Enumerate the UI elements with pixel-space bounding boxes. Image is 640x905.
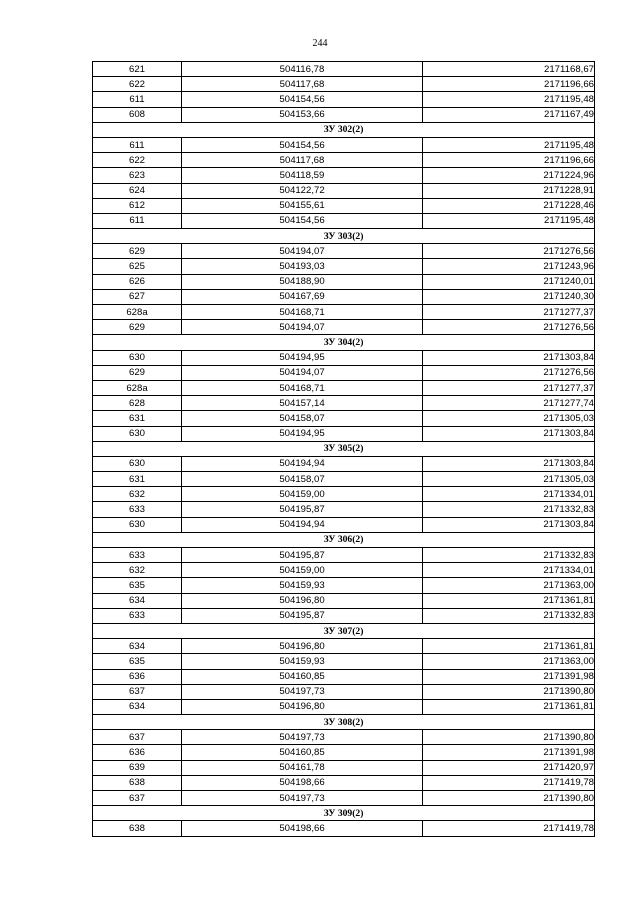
point-number-cell: 631	[93, 411, 182, 426]
y-coordinate-cell: 2171305,03	[423, 411, 595, 426]
point-number-cell: 633	[93, 548, 182, 563]
table-row	[93, 654, 595, 669]
point-number-cell: 622	[93, 153, 182, 168]
y-coordinate-cell: 2171196,66	[423, 153, 595, 168]
table-row	[93, 699, 595, 714]
x-coordinate-cell: 504194,94	[182, 456, 423, 471]
section-title: ЗУ 306(2)	[93, 532, 595, 547]
y-coordinate-cell: 2171332,83	[423, 548, 595, 563]
point-number-cell: 637	[93, 684, 182, 699]
point-number-cell: 638	[93, 775, 182, 790]
point-number-cell: 629	[93, 365, 182, 380]
point-number-cell: 630	[93, 426, 182, 441]
y-coordinate-cell: 2171224,96	[423, 168, 595, 183]
point-number-cell: 630	[93, 517, 182, 532]
x-coordinate-cell: 504158,07	[182, 411, 423, 426]
point-number-cell: 632	[93, 563, 182, 578]
section-header-row	[93, 229, 595, 244]
y-coordinate-cell: 2171228,46	[423, 198, 595, 213]
table-row	[93, 274, 595, 289]
point-number-cell: 635	[93, 654, 182, 669]
y-coordinate-cell: 2171276,56	[423, 365, 595, 380]
x-coordinate-cell: 504197,73	[182, 791, 423, 806]
table-row	[93, 426, 595, 441]
table-row	[93, 259, 595, 274]
y-coordinate-cell: 2171391,98	[423, 745, 595, 760]
x-coordinate-cell: 504196,80	[182, 639, 423, 654]
table-row	[93, 380, 595, 395]
point-number-cell: 630	[93, 350, 182, 365]
x-coordinate-cell: 504196,80	[182, 593, 423, 608]
y-coordinate-cell: 2171419,78	[423, 821, 595, 836]
table-row	[93, 107, 595, 122]
x-coordinate-cell: 504194,95	[182, 350, 423, 365]
table-row	[93, 92, 595, 107]
coordinates-table	[92, 61, 595, 837]
table-row	[93, 639, 595, 654]
y-coordinate-cell: 2171334,01	[423, 487, 595, 502]
y-coordinate-cell: 2171167,49	[423, 107, 595, 122]
x-coordinate-cell: 504155,61	[182, 198, 423, 213]
x-coordinate-cell: 504194,95	[182, 426, 423, 441]
point-number-cell: 631	[93, 472, 182, 487]
table-row	[93, 396, 595, 411]
point-number-cell: 629	[93, 320, 182, 335]
table-row	[93, 684, 595, 699]
x-coordinate-cell: 504197,73	[182, 730, 423, 745]
point-number-cell: 626	[93, 274, 182, 289]
x-coordinate-cell: 504197,73	[182, 684, 423, 699]
table-row	[93, 183, 595, 198]
y-coordinate-cell: 2171419,78	[423, 775, 595, 790]
table-row	[93, 350, 595, 365]
x-coordinate-cell: 504159,00	[182, 563, 423, 578]
section-title: ЗУ 302(2)	[93, 122, 595, 137]
y-coordinate-cell: 2171195,48	[423, 213, 595, 228]
point-number-cell: 634	[93, 593, 182, 608]
table-row	[93, 365, 595, 380]
y-coordinate-cell: 2171277,37	[423, 305, 595, 320]
point-number-cell: 638	[93, 821, 182, 836]
point-number-cell: 628	[93, 396, 182, 411]
point-number-cell: 624	[93, 183, 182, 198]
y-coordinate-cell: 2171390,80	[423, 684, 595, 699]
x-coordinate-cell: 504194,07	[182, 244, 423, 259]
x-coordinate-cell: 504122,72	[182, 183, 423, 198]
point-number-cell: 633	[93, 608, 182, 623]
point-number-cell: 636	[93, 669, 182, 684]
y-coordinate-cell: 2171332,83	[423, 608, 595, 623]
x-coordinate-cell: 504159,00	[182, 487, 423, 502]
y-coordinate-cell: 2171240,01	[423, 274, 595, 289]
y-coordinate-cell: 2171363,00	[423, 578, 595, 593]
section-header-row	[93, 623, 595, 638]
table-row	[93, 62, 595, 77]
y-coordinate-cell: 2171332,83	[423, 502, 595, 517]
point-number-cell: 628а	[93, 305, 182, 320]
x-coordinate-cell: 504188,90	[182, 274, 423, 289]
x-coordinate-cell: 504194,07	[182, 365, 423, 380]
x-coordinate-cell: 504159,93	[182, 654, 423, 669]
section-header-row	[93, 806, 595, 821]
table-row	[93, 153, 595, 168]
point-number-cell: 611	[93, 92, 182, 107]
x-coordinate-cell: 504161,78	[182, 760, 423, 775]
point-number-cell: 635	[93, 578, 182, 593]
y-coordinate-cell: 2171276,56	[423, 244, 595, 259]
table-row	[93, 775, 595, 790]
y-coordinate-cell: 2171303,84	[423, 456, 595, 471]
x-coordinate-cell: 504167,69	[182, 289, 423, 304]
table-row	[93, 77, 595, 92]
point-number-cell: 628а	[93, 380, 182, 395]
section-header-row	[93, 715, 595, 730]
y-coordinate-cell: 2171303,84	[423, 426, 595, 441]
table-row	[93, 305, 595, 320]
y-coordinate-cell: 2171196,66	[423, 77, 595, 92]
y-coordinate-cell: 2171276,56	[423, 320, 595, 335]
x-coordinate-cell: 504153,66	[182, 107, 423, 122]
x-coordinate-cell: 504159,93	[182, 578, 423, 593]
point-number-cell: 639	[93, 760, 182, 775]
point-number-cell: 637	[93, 791, 182, 806]
section-header-row	[93, 122, 595, 137]
point-number-cell: 634	[93, 699, 182, 714]
y-coordinate-cell: 2171195,48	[423, 92, 595, 107]
table-row	[93, 198, 595, 213]
table-row	[93, 502, 595, 517]
point-number-cell: 632	[93, 487, 182, 502]
table-row	[93, 137, 595, 152]
point-number-cell: 636	[93, 745, 182, 760]
x-coordinate-cell: 504193,03	[182, 259, 423, 274]
x-coordinate-cell: 504154,56	[182, 137, 423, 152]
x-coordinate-cell: 504117,68	[182, 77, 423, 92]
table-row	[93, 821, 595, 836]
y-coordinate-cell: 2171361,81	[423, 639, 595, 654]
table-row	[93, 593, 595, 608]
section-title: ЗУ 303(2)	[93, 229, 595, 244]
section-title: ЗУ 305(2)	[93, 441, 595, 456]
point-number-cell: 637	[93, 730, 182, 745]
table-row	[93, 791, 595, 806]
y-coordinate-cell: 2171303,84	[423, 517, 595, 532]
table-row	[93, 168, 595, 183]
y-coordinate-cell: 2171303,84	[423, 350, 595, 365]
y-coordinate-cell: 2171243,96	[423, 259, 595, 274]
x-coordinate-cell: 504198,66	[182, 821, 423, 836]
point-number-cell: 612	[93, 198, 182, 213]
x-coordinate-cell: 504118,59	[182, 168, 423, 183]
x-coordinate-cell: 504154,56	[182, 213, 423, 228]
table-row	[93, 411, 595, 426]
table-row	[93, 669, 595, 684]
point-number-cell: 611	[93, 137, 182, 152]
table-row	[93, 563, 595, 578]
y-coordinate-cell: 2171363,00	[423, 654, 595, 669]
table-row	[93, 456, 595, 471]
table-row	[93, 472, 595, 487]
table-row	[93, 760, 595, 775]
x-coordinate-cell: 504198,66	[182, 775, 423, 790]
x-coordinate-cell: 504194,07	[182, 320, 423, 335]
point-number-cell: 611	[93, 213, 182, 228]
y-coordinate-cell: 2171240,30	[423, 289, 595, 304]
point-number-cell: 622	[93, 77, 182, 92]
section-header-row	[93, 532, 595, 547]
y-coordinate-cell: 2171277,74	[423, 396, 595, 411]
table-row	[93, 213, 595, 228]
x-coordinate-cell: 504117,68	[182, 153, 423, 168]
y-coordinate-cell: 2171277,37	[423, 380, 595, 395]
y-coordinate-cell: 2171391,98	[423, 669, 595, 684]
y-coordinate-cell: 2171420,97	[423, 760, 595, 775]
table-row	[93, 320, 595, 335]
section-title: ЗУ 304(2)	[93, 335, 595, 350]
x-coordinate-cell: 504195,87	[182, 608, 423, 623]
x-coordinate-cell: 504194,94	[182, 517, 423, 532]
x-coordinate-cell: 504157,14	[182, 396, 423, 411]
y-coordinate-cell: 2171334,01	[423, 563, 595, 578]
point-number-cell: 629	[93, 244, 182, 259]
x-coordinate-cell: 504158,07	[182, 472, 423, 487]
table-row	[93, 745, 595, 760]
point-number-cell: 621	[93, 62, 182, 77]
point-number-cell: 627	[93, 289, 182, 304]
table-row	[93, 608, 595, 623]
table-row	[93, 548, 595, 563]
table-row	[93, 289, 595, 304]
y-coordinate-cell: 2171195,48	[423, 137, 595, 152]
section-title: ЗУ 309(2)	[93, 806, 595, 821]
x-coordinate-cell: 504196,80	[182, 699, 423, 714]
y-coordinate-cell: 2171228,91	[423, 183, 595, 198]
x-coordinate-cell: 504154,56	[182, 92, 423, 107]
page-number: 244	[312, 38, 328, 49]
x-coordinate-cell: 504168,71	[182, 380, 423, 395]
x-coordinate-cell: 504168,71	[182, 305, 423, 320]
x-coordinate-cell: 504160,85	[182, 745, 423, 760]
coordinates-table-body	[93, 62, 595, 837]
point-number-cell: 625	[93, 259, 182, 274]
table-row	[93, 244, 595, 259]
table-row	[93, 578, 595, 593]
x-coordinate-cell: 504195,87	[182, 502, 423, 517]
section-header-row	[93, 441, 595, 456]
point-number-cell: 608	[93, 107, 182, 122]
x-coordinate-cell: 504160,85	[182, 669, 423, 684]
point-number-cell: 633	[93, 502, 182, 517]
table-row	[93, 730, 595, 745]
y-coordinate-cell: 2171390,80	[423, 730, 595, 745]
point-number-cell: 630	[93, 456, 182, 471]
section-title: ЗУ 308(2)	[93, 715, 595, 730]
point-number-cell: 634	[93, 639, 182, 654]
y-coordinate-cell: 2171390,80	[423, 791, 595, 806]
table-row	[93, 517, 595, 532]
y-coordinate-cell: 2171168,67	[423, 62, 595, 77]
y-coordinate-cell: 2171305,03	[423, 472, 595, 487]
point-number-cell: 623	[93, 168, 182, 183]
x-coordinate-cell: 504195,87	[182, 548, 423, 563]
table-row	[93, 487, 595, 502]
section-title: ЗУ 307(2)	[93, 623, 595, 638]
y-coordinate-cell: 2171361,81	[423, 699, 595, 714]
section-header-row	[93, 335, 595, 350]
y-coordinate-cell: 2171361,81	[423, 593, 595, 608]
x-coordinate-cell: 504116,78	[182, 62, 423, 77]
